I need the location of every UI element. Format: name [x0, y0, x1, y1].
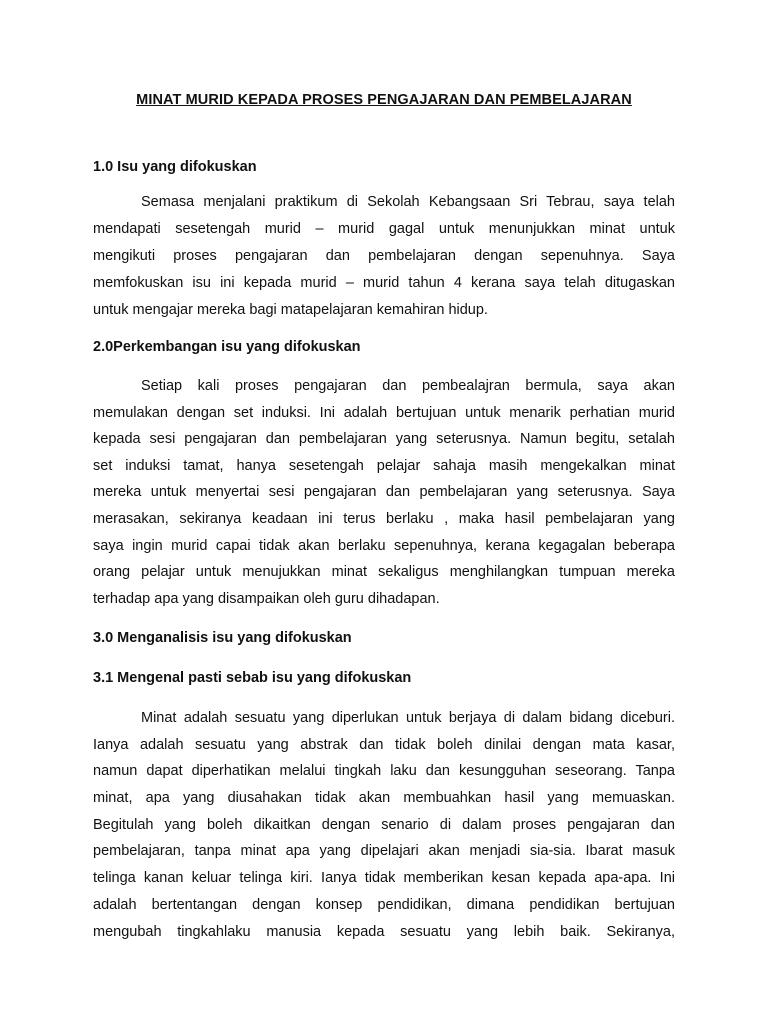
paragraph-line: Ianya adalah sesuatu yang abstrak dan tidak boleh dinilai dengan mata kasar, — [93, 736, 675, 753]
paragraph-line: Begitulah yang boleh dikaitkan dengan senario di dalam proses pengajaran dan — [93, 816, 675, 833]
paragraph-line: memfokuskan isu ini kepada murid – murid tahun 4 kerana saya telah ditugaskan — [93, 275, 675, 291]
section-2-heading: 2.0Perkembangan isu yang difokuskan — [93, 339, 361, 355]
paragraph-line: mengubah tingkahlaku manusia kepada sesuatu yang lebih baik. Sekiranya, — [93, 923, 675, 940]
section-1-heading: 1.0 Isu yang difokuskan — [93, 159, 257, 175]
section-1-paragraph — [93, 189, 675, 324]
section-3-1-paragraph — [93, 705, 675, 945]
paragraph-line: saya ingin murid capai tidak akan berlaku sepenuhnya, kerana kegagalan beberapa — [93, 537, 675, 554]
document-title: MINAT MURID KEPADA PROSES PENGAJARAN DAN PEMBELAJARAN — [136, 92, 632, 108]
document-page — [93, 0, 675, 1024]
paragraph-line: kepada sesi pengajaran dan pembelajaran yang seterusnya. Namun begitu, setalah — [93, 431, 675, 448]
paragraph-line: telinga kanan keluar telinga kiri. Ianya tidak memberikan kesan kepada apa-apa. Ini — [93, 870, 675, 887]
paragraph-line: Setiap kali proses pengajaran dan pembealajran bermula, saya akan — [141, 378, 675, 394]
paragraph-line: set induksi tamat, hanya sesetengah pelajar sahaja masih mengekalkan minat — [93, 457, 675, 474]
paragraph-line: mereka untuk menyertai sesi pengajaran dan pembelajaran yang seterusnya. Saya — [93, 484, 675, 501]
section-2-paragraph — [93, 373, 675, 612]
paragraph-line: memulakan dengan set induksi. Ini adalah bertujuan untuk menarik perhatian murid — [93, 404, 675, 421]
paragraph-line: terhadap apa yang disampaikan oleh guru dihadapan. — [93, 590, 440, 607]
section-3-1-heading: 3.1 Mengenal pasti sebab isu yang difokuskan — [93, 670, 412, 686]
paragraph-line: Semasa menjalani praktikum di Sekolah Kebangsaan Sri Tebrau, saya telah — [141, 194, 675, 210]
paragraph-line: adalah bertentangan dengan konsep pendidikan, dimana pendidikan bertujuan — [93, 896, 675, 913]
paragraph-line: minat, apa yang diusahakan tidak akan membuahkan hasil yang memuaskan. — [93, 790, 675, 807]
paragraph-line: mendapati sesetengah murid – murid gagal untuk menunjukkan minat untuk — [93, 221, 675, 237]
paragraph-line: Minat adalah sesuatu yang diperlukan untuk berjaya di dalam bidang diceburi. — [141, 710, 675, 726]
paragraph-line: pembelajaran, tanpa minat apa yang dipelajari akan menjadi sia-sia. Ibarat masuk — [93, 843, 675, 860]
paragraph-line: orang pelajar untuk menujukkan minat sekaligus menghilangkan tumpuan mereka — [93, 564, 675, 581]
paragraph-line: mengikuti proses pengajaran dan pembelajaran dengan sepenuhnya. Saya — [93, 248, 675, 264]
paragraph-line: namun dapat diperhatikan melalui tingkah laku dan kesungguhan seseorang. Tanpa — [93, 763, 675, 780]
section-3-heading: 3.0 Menganalisis isu yang difokuskan — [93, 630, 352, 646]
paragraph-line: merasakan, sekiranya keadaan ini terus berlaku , maka hasil pembelajaran yang — [93, 510, 675, 527]
paragraph-line: untuk mengajar mereka bagi matapelajaran kemahiran hidup. — [93, 302, 488, 318]
